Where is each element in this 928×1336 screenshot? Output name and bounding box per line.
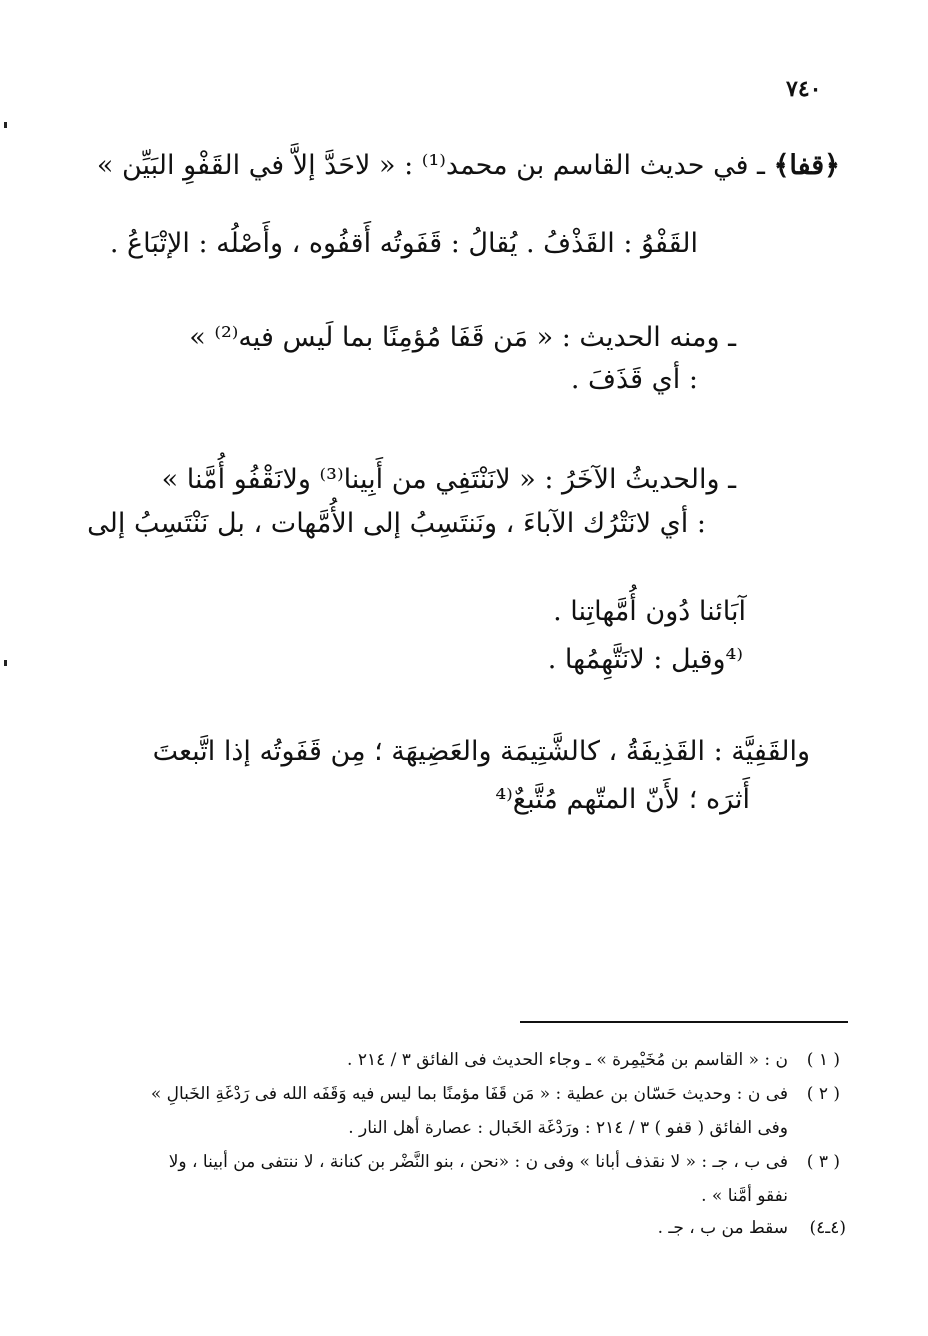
hadith-line: ـ والحديثُ الآخَرُ : « لانَنْتَفِي من أَبِينا⁽³⁾ ولانَقْفُو أُمَّنا » [161,464,736,495]
definition-line: أَثرَه ؛ لأَنّ المتّهم مُتَّبعٌ⁽⁴ [495,784,750,815]
entry-line [97,150,840,182]
explanation-line: ⁽⁴وقيل : لانَتَّهِمُها . [547,644,743,675]
footnote-text: نفقو أمَّنا » . [701,1186,788,1206]
definition-line: والقَفِيَّة : القَذِيفَةُ ، كالشَّتِيمَة والعَضِيهَة ؛ مِن قَفَوتُه إذا اتَّبعتَ [152,736,810,767]
entry-definition: القَفْوُ : القَذْفُ . يُقالُ : قَفَوتُه أَقفُوه ، وأَصْلُه : الإتْبَاعُ . [109,228,698,259]
footnote-text: فى ب ، جـ : « لا نقذف أبانا » وفى ن : «نحن ، بنو النَّضْر بن كنانة ، لا ننتفى من أبينا ، ولا [168,1152,788,1172]
footnote-text: فى ن : وحديث حَسّان بن عطية : « مَن قَفَا مؤمنًا بما ليس فيه وَقَفَه الله فى رَدْغَةِ الخَبالِ » [150,1084,788,1104]
footnote-text: وفى الفائق ( قفو ) ٣ / ٢١٤ : ورَدْغَة الخَبال : عصارة أهل النار . [348,1118,788,1138]
page-number: ٧٤٠ [786,76,822,102]
explanation-line: : أي قَذَفَ . [570,364,698,395]
footnote-number: ( ١ ) [806,1050,840,1070]
footnote-text: سقط من ب ، جـ . [657,1218,788,1238]
footnote-number: ( ٣ ) [806,1152,840,1172]
explanation-line: : أي لانَتْرُك الآباءَ ، ونَنتَسِبُ إلى الأُمَّهات ، بل نَنْتَسِبُ إلى [87,508,706,539]
footnote-number: (٤ـ٤) [809,1218,846,1238]
footnote-divider [520,1021,848,1023]
margin-mark [4,660,7,666]
entry-hadith-text: ـ في حديث القاسم بن محمد⁽¹⁾ : « لاحَدَّ إلاَّ في القَفْوِ البَيِّن » [96,150,765,181]
explanation-line: آبَائنا دُون أُمَّهاتِنا . [553,596,746,627]
margin-mark [4,122,7,128]
footnote-number: ( ٢ ) [806,1084,840,1104]
entry-headword: ﴿قفا﴾ [773,150,840,181]
footnote-text: ن : « القاسم بن مُخَيْمِرة » ـ وجاء الحديث فى الفائق ٣ / ٢١٤ . [347,1050,788,1070]
hadith-line: ـ ومنه الحديث : « مَن قَفَا مُؤمِنًا بما لَيس فيه⁽²⁾ » [189,322,736,353]
